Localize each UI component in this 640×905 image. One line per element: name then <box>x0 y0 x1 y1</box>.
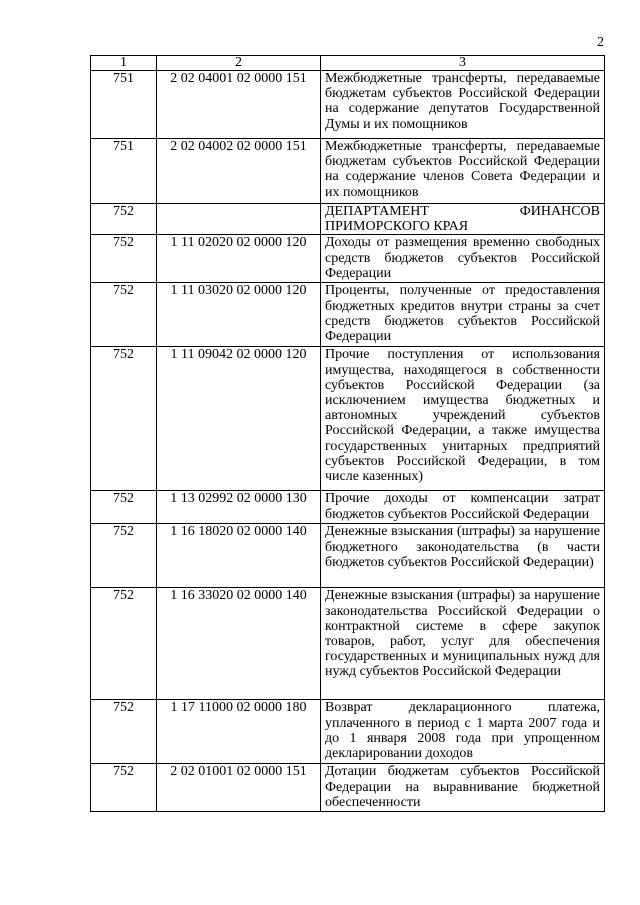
revenue-name-cell: Денежные взыскания (штрафы) за нарушение бюджетного законодательства (в части бюджетов субъектов Российской Федерации) <box>321 524 605 588</box>
revenue-code-cell: 1 11 03020 02 0000 120 <box>157 283 321 347</box>
admin-code-cell: 752 <box>91 347 157 491</box>
admin-code-cell: 752 <box>91 700 157 764</box>
revenue-name-cell: Доходы от размещения временно свободных средств бюджетов субъектов Российской Федерации <box>321 235 605 283</box>
header-col-1: 1 <box>91 56 157 71</box>
table-row <box>91 700 605 764</box>
revenue-code-cell: 2 02 04001 02 0000 151 <box>157 71 321 139</box>
table-row <box>91 235 605 283</box>
revenue-name-cell: Проценты, полученные от предоставления бюджетных кредитов внутри страны за счет средств бюджетов субъектов Российской Федерации <box>321 283 605 347</box>
table-row <box>91 588 605 700</box>
table-row <box>91 283 605 347</box>
table-row <box>91 347 605 491</box>
revenue-name-cell: Межбюджетные трансферты, передаваемые бюджетам субъектов Российской Федерации на содержание депутатов Государственной Думы и их помощников <box>321 71 605 139</box>
admin-code-cell: 751 <box>91 71 157 139</box>
revenue-name-cell: Прочие доходы от компенсации затрат бюджетов субъектов Российской Федерации <box>321 491 605 524</box>
admin-code-cell: 752 <box>91 283 157 347</box>
table-row <box>91 524 605 588</box>
admin-code-cell: 752 <box>91 764 157 812</box>
header-col-2: 2 <box>157 56 321 71</box>
revenue-code-cell: 1 11 09042 02 0000 120 <box>157 347 321 491</box>
revenue-name-cell: Дотации бюджетам субъектов Российской Федерации на выравнивание бюджетной обеспеченности <box>321 764 605 812</box>
header-col-3: 3 <box>321 56 605 71</box>
revenue-code-cell: 1 16 33020 02 0000 140 <box>157 588 321 700</box>
revenue-name-cell: Межбюджетные трансферты, передаваемые бюджетам субъектов Российской Федерации на содержание членов Совета Федерации и их помощников <box>321 139 605 204</box>
page-number: 2 <box>597 35 604 50</box>
admin-code-cell: 752 <box>91 235 157 283</box>
admin-code-cell: 751 <box>91 139 157 204</box>
table-row <box>91 204 605 235</box>
revenue-code-cell: 1 16 18020 02 0000 140 <box>157 524 321 588</box>
revenue-code-cell <box>157 204 321 235</box>
revenue-name-cell: Возврат декларационного платежа, уплаченного в период с 1 марта 2007 года и до 1 января 2008 года при упрощенном декларировании доходов <box>321 700 605 764</box>
table-body <box>91 71 605 812</box>
table-row <box>91 764 605 812</box>
admin-code-cell: 752 <box>91 524 157 588</box>
revenue-code-cell: 2 02 01001 02 0000 151 <box>157 764 321 812</box>
revenue-codes-table <box>90 55 605 812</box>
admin-code-cell: 752 <box>91 491 157 524</box>
revenue-name-cell: ДЕПАРТАМЕНТ ФИНАНСОВ ПРИМОРСКОГО КРАЯ <box>321 204 605 235</box>
admin-code-cell: 752 <box>91 588 157 700</box>
table-row <box>91 139 605 204</box>
revenue-name-cell: Денежные взыскания (штрафы) за нарушение законодательства Российской Федерации о контрактной системе в сфере закупок товаров, работ, услуг для обеспечения государственных и муниципальных нужд для нужд субъектов Российской Федерации <box>321 588 605 700</box>
admin-code-cell: 752 <box>91 204 157 235</box>
revenue-name-cell: Прочие поступления от использования имущества, находящегося в собственности субъектов Российской Федерации (за исключением имущества бюджетных и автономных учреждений субъектов Российской Федерации, а также имущества государственных унитарных предприятий субъектов Российской Федерации, в том числе казенных) <box>321 347 605 491</box>
revenue-code-cell: 2 02 04002 02 0000 151 <box>157 139 321 204</box>
revenue-code-cell: 1 11 02020 02 0000 120 <box>157 235 321 283</box>
revenue-code-cell: 1 13 02992 02 0000 130 <box>157 491 321 524</box>
table-row <box>91 491 605 524</box>
header-row <box>91 56 605 71</box>
revenue-code-cell: 1 17 11000 02 0000 180 <box>157 700 321 764</box>
table-header <box>91 56 605 71</box>
table-row <box>91 71 605 139</box>
